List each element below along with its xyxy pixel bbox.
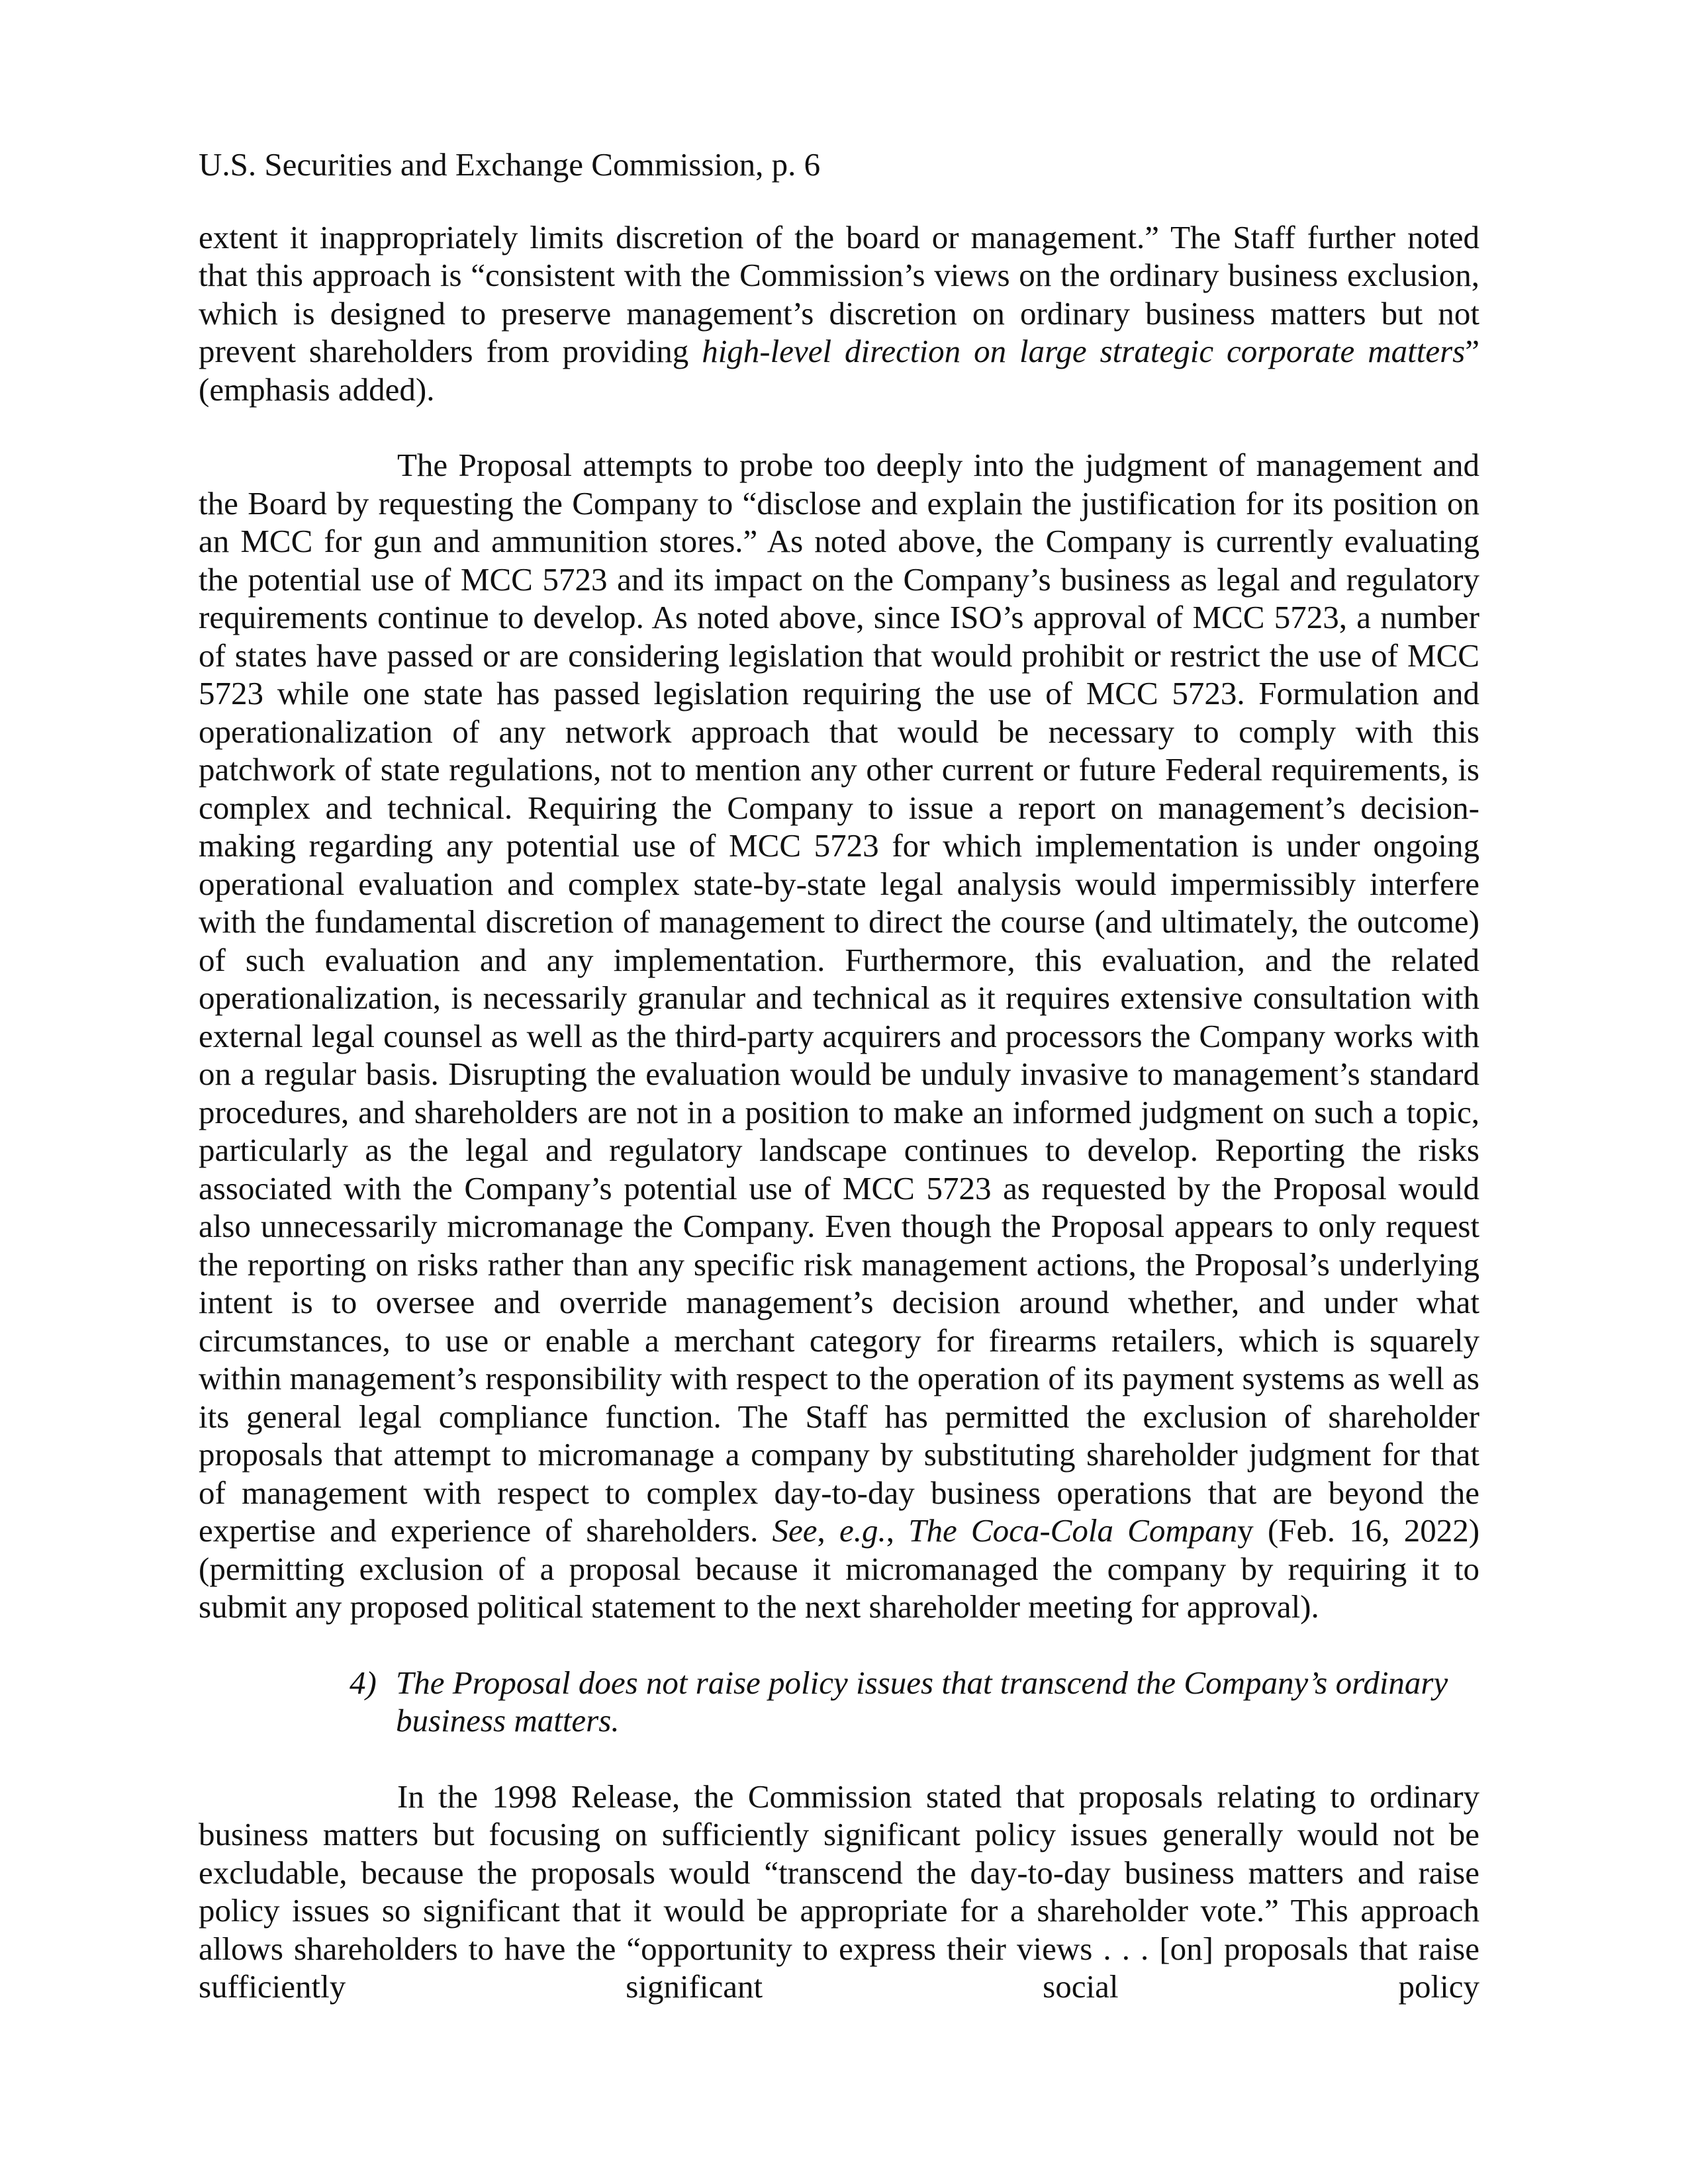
paragraph-2-text-c: , (886, 1512, 909, 1549)
paragraph-2 (199, 446, 1479, 1626)
citation-case-name: The Coca-Cola Compan (908, 1512, 1238, 1549)
citation-eg: e.g. (839, 1512, 886, 1549)
section-heading-4 (350, 1664, 1479, 1740)
paragraph-3 (199, 1778, 1479, 2006)
paragraph-3-text: In the 1998 Release, the Commission stated that proposals relating to ordinary business matters but focusing on sufficiently significant policy issues generally would not be excludable, because the proposals would “transcend the day-to-day business matters and raise policy issues so significant that it would be appropriate for a shareholder vote.” This approach allows shareholders to have the “opportunity to express their views . . . [on] proposals that raise sufficiently significant social policy (199, 1778, 1479, 2005)
paragraph-1-text-a: extent it inappropriately limits discretion of the board or management.” The Staff further noted that this approach is “consistent with the Commission’s views on the ordinary business exclusion, which is designed to preserve management’s discretion on ordinary business matters but not prevent shareholders from providing (199, 218, 1479, 369)
section-heading-number: 4) (350, 1664, 377, 1701)
paragraph-2-text-a: The Proposal attempts to probe too deeply into the judgment of management and the Board by requesting the Company to “disclose and explain the justification for its position on an MCC for gun and ammunition stores.” As noted above, the Company is currently evaluating the potential use of MCC 5723 and its impact on the Company’s business as legal and regulatory requirements continue to develop. As noted above, since ISO’s approval of MCC 5723, a number of states have passed or are considering legislation that would prohibit or restrict the use of MCC 5723 while one state has passed legislation requiring the use of MCC 5723. Formulation and operationalization of any network approach that would be necessary to comply with this patchwork of state regulations, not to mention any other current or future Federal requirements, is complex and technical. Requiring the Company to issue a report on management’s decision-making regarding any potential use of MCC 5723 for which implementation is under ongoing operational evaluation and complex state-by-state legal analysis would impermissibly interfere with the fundamental discretion of management to direct the course (and ultimately, the outcome) of such evaluation and any implementation. Furthermore, this evaluation, and the related operationalization, is necessarily granular and technical as it requires extensive consultation with external legal counsel as well as the third-party acquirers and processors the Company works with on a regular basis. Disrupting the evaluation would be unduly invasive to management’s standard procedures, and shareholders are not in a position to make an informed judgment on such a topic, particularly as the legal and regulatory landscape continues to develop. Reporting the risks associated with the Company’s potential use of MCC 5723 as requested by the Proposal would also unnecessarily micromanage the Company. Even though the Proposal appears to only request the reporting on risks rather than any specific risk management actions, the Proposal’s underlying intent is to oversee and override management’s decision around whether, and under what circumstances, to use or enable a merchant category for firearms retailers, which is squarely within management’s responsibility with respect to the operation of its payment systems as well as its general legal compliance function. The Staff has permitted the exclusion of shareholder proposals that attempt to micromanage a company by substituting shareholder judgment for that of management with respect to complex day-to-day business operations that are beyond the expertise and experience of shareholders. (199, 447, 1479, 1549)
paragraph-2-text-d: y (Feb. 16, 2022) (permitting exclusion of a proposal because it micromanaged the company by requiring it to submit any proposed political statement to the next shareholder meeting for approval). (199, 1512, 1480, 1625)
paragraph-1-emphasis: high-level direction on large strategic corporate matters (702, 333, 1466, 369)
paragraph-2-text-b: , (817, 1512, 839, 1549)
paragraph-1 (199, 218, 1479, 409)
section-heading-text: The Proposal does not raise policy issues that transcend the Company’s ordinary business matters. (396, 1664, 1448, 1739)
document-page (199, 146, 1479, 2006)
page-header: U.S. Securities and Exchange Commission, p. 6 (199, 146, 821, 183)
paragraph-1-text-b: ” (emphasis added). (199, 333, 1479, 408)
citation-see: See (772, 1512, 818, 1549)
